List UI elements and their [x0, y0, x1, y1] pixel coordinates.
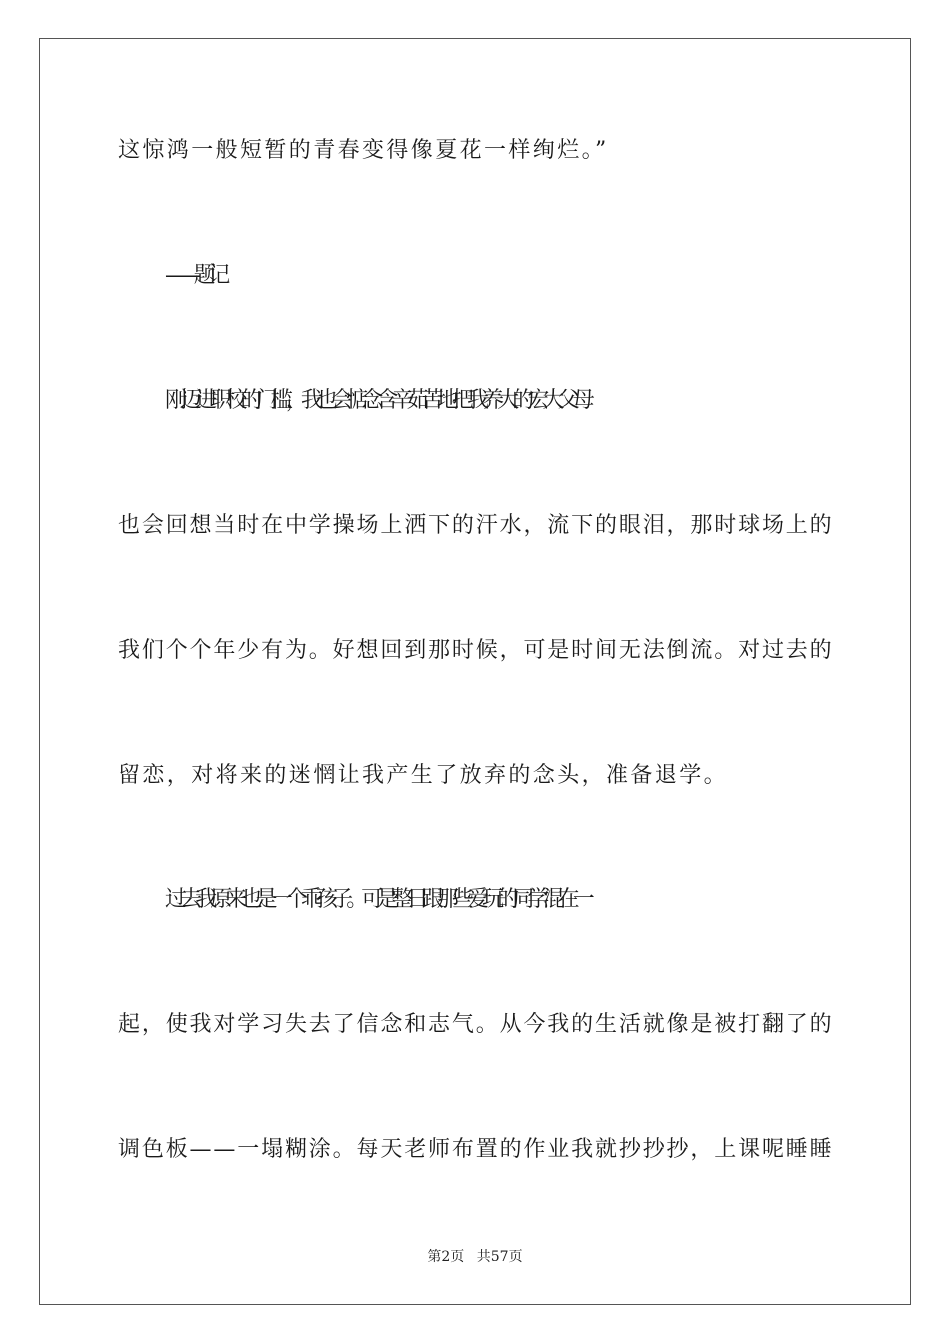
text-line-4: 也会回想当时在中学操场上洒下的汗水，流下的眼泪，那时球场上的 [118, 513, 834, 538]
text-line-6: 留恋，对将来的迷惘让我产生了放弃的念头，准备退学。 [118, 763, 729, 788]
text-line-1: 这惊鸿一般短暂的青春变得像夏花一样绚烂。” [118, 138, 609, 163]
text-line-3: 刚迈进职校的门槛，我也会惦念含辛茹苦地把我养大的宏大父母 [165, 388, 588, 413]
text-line-7: 过去我原来也是一个乖孩子。可是整日跟那些爱玩的同学混在一 [165, 887, 588, 912]
page-number: 第2页 [427, 1249, 465, 1265]
text-line-9: 调色板——一塌糊涂。每天老师布置的作业我就抄抄抄，上课呢睡睡 [118, 1137, 834, 1162]
page-frame [39, 38, 911, 1305]
text-line-2: ——题记 [165, 263, 223, 288]
total-pages: 共57页 [476, 1249, 523, 1265]
text-line-5: 我们个个年少有为。好想回到那时候，可是时间无法倒流。对过去的 [118, 638, 834, 663]
page-footer [0, 1248, 950, 1266]
text-line-8: 起，使我对学习失去了信念和志气。从今我的生活就像是被打翻了的 [118, 1012, 834, 1037]
